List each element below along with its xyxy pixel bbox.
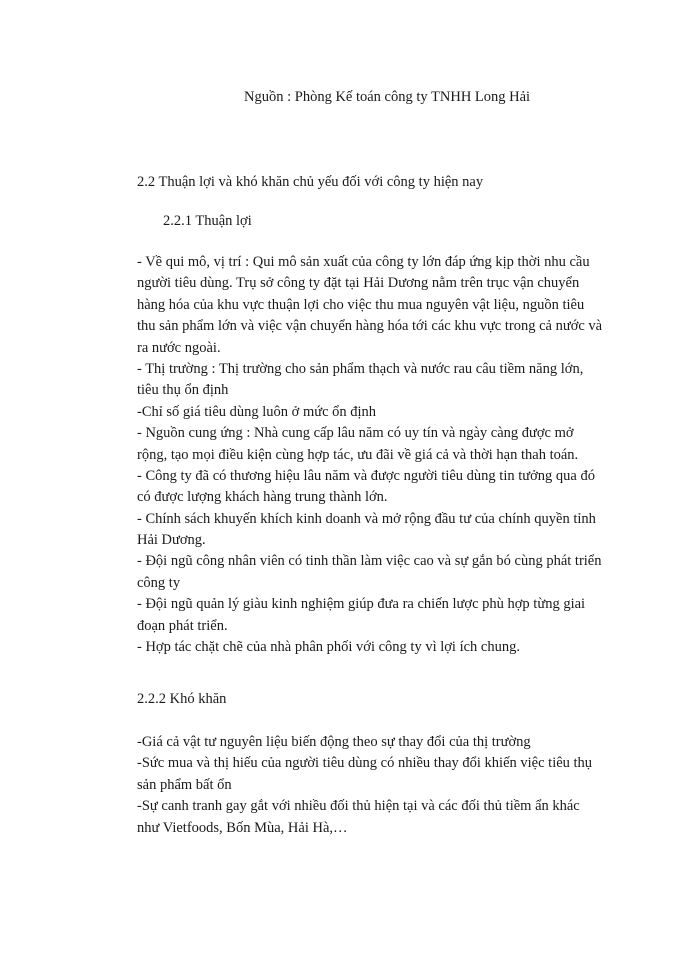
text-line: - Về qui mô, vị trí : Qui mô sản xuất của công ty lớn đáp ứng kịp thời nhu cầu	[137, 254, 590, 270]
section-2-2-2-heading: 2.2.2 Khó khăn	[137, 691, 227, 707]
text-line: - Nguồn cung ứng : Nhà cung cấp lâu năm có uy tín và ngày càng được mở	[137, 425, 574, 442]
section-2-2-1-heading: 2.2.1 Thuận lợi	[163, 213, 252, 229]
text-line: có được lượng khách hàng trung thành lớn.	[137, 489, 388, 506]
text-line: - Chính sách khuyến khích kinh doanh và mở rộng đầu tư của chính quyền tỉnh	[137, 510, 596, 527]
text-line: - Công ty đã có thương hiệu lâu năm và được người tiêu dùng tin tưởng qua đó	[137, 467, 595, 484]
advantages-paragraph	[137, 252, 617, 658]
text-line: như Vietfoods, Bốn Mùa, Hải Hà,…	[137, 819, 348, 836]
text-line: -Sự canh tranh gay gắt với nhiều đối thủ hiện tại và các đối thủ tiềm ẩn khác	[137, 798, 580, 815]
text-line: đoạn phát triển.	[137, 617, 228, 634]
text-line: hàng hóa của khu vực thuận lợi cho việc thu mua nguyên vật liệu, nguồn tiêu	[137, 296, 585, 313]
text-line: - Đội ngũ công nhân viên có tinh thần làm việc cao và sự gắn bó cùng phát triển	[137, 553, 602, 570]
text-line: -Chỉ số giá tiêu dùng luôn ở mức ổn định	[137, 403, 377, 420]
text-line: - Hợp tác chặt chẽ của nhà phân phối với công ty vì lợi ích chung.	[137, 639, 520, 656]
text-line: sản phẩm bất ổn	[137, 776, 232, 793]
text-line: thu sản phẩm lớn và việc vận chuyển hàng hóa tới các khu vực trong cả nước và	[137, 318, 603, 335]
section-2-2-heading: 2.2 Thuận lợi và khó khăn chủ yếu đối với công ty hiện nay	[137, 174, 484, 190]
text-line: - Thị trường : Thị trường cho sản phẩm thạch và nước rau câu tiềm năng lớn,	[137, 360, 584, 377]
text-line: tiêu thụ ổn định	[137, 382, 229, 399]
text-line: rộng, tạo mọi điều kiện cùng hợp tác, ưu đãi về giá cả và thời hạn thah toán.	[137, 446, 579, 463]
text-line: người tiêu dùng. Trụ sở công ty đặt tại Hải Dương nằm trên trục vận chuyển	[137, 275, 580, 292]
text-line: -Giá cả vật tư nguyên liệu biến động theo sự thay đổi của thị trường	[137, 734, 531, 750]
difficulties-paragraph	[137, 732, 617, 839]
text-line: công ty	[137, 574, 181, 591]
text-line: Hải Dương.	[137, 532, 206, 549]
text-line: ra nước ngoài.	[137, 339, 221, 356]
text-line: -Sức mua và thị hiếu của người tiêu dùng có nhiều thay đổi khiến việc tiêu thụ	[137, 755, 593, 772]
source-note: Nguồn : Phòng Kế toán công ty TNHH Long Hải	[244, 89, 531, 105]
text-line: - Đội ngũ quản lý giàu kinh nghiệm giúp đưa ra chiến lược phù hợp từng giai	[137, 596, 586, 613]
